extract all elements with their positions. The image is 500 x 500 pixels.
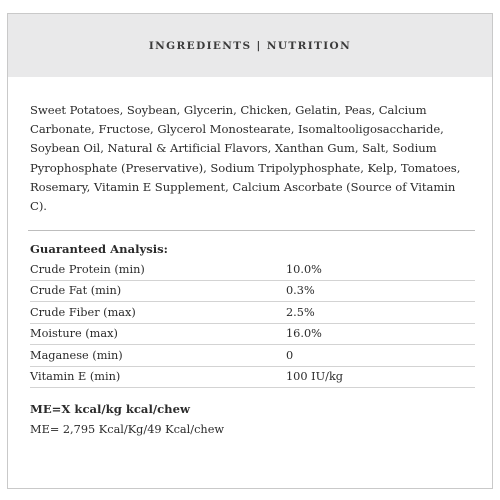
- table-row: [30, 302, 475, 324]
- table-row: [30, 345, 475, 367]
- section-divider: [28, 230, 475, 231]
- nutrition-panel: [7, 13, 493, 489]
- row-value: 2.5%: [286, 305, 315, 319]
- table-row: [30, 281, 475, 303]
- row-value: 10.0%: [286, 262, 322, 276]
- row-label: Crude Fiber (max): [30, 305, 136, 319]
- table-row: [30, 367, 475, 389]
- energy-value: ME= 2,795 Kcal/Kg/49 Kcal/chew: [30, 423, 225, 437]
- row-label: Moisture (max): [30, 327, 118, 341]
- ingredients-text: Sweet Potatoes, Soybean, Glycerin, Chicken, Gelatin, Peas, Calcium Carbonate, Fructose, Glycerol Monostearate, Isomaltooligosaccharide, Soybean Oil, Natural & Artificial Flavors, Xanthan Gum, Salt, Sodium Pyrophosphate (Preservative), Sodium Tripolyphosphate, Kelp, Tomatoes, Rosemary, Vitamin E Supplement, Calcium Ascorbate (Source of Vitamin C).: [30, 103, 461, 214]
- panel-header: [8, 14, 492, 77]
- row-label: Maganese (min): [30, 348, 123, 362]
- row-value: 0.3%: [286, 284, 315, 298]
- row-label: Crude Protein (min): [30, 262, 145, 276]
- table-row: [30, 324, 475, 346]
- header-title: INGREDIENTS | NUTRITION: [148, 39, 352, 52]
- row-value: 16.0%: [286, 327, 322, 341]
- guaranteed-analysis: [30, 240, 472, 388]
- energy-section: [30, 399, 472, 441]
- analysis-heading: Guaranteed Analysis:: [30, 242, 168, 257]
- row-label: Vitamin E (min): [30, 370, 121, 384]
- analysis-table: [30, 259, 475, 388]
- row-value: 100 IU/kg: [286, 370, 344, 384]
- energy-heading: ME=X kcal/kg kcal/chew: [30, 402, 190, 417]
- table-row: [30, 259, 475, 281]
- row-label: Crude Fat (min): [30, 284, 122, 298]
- row-value: 0: [286, 348, 294, 362]
